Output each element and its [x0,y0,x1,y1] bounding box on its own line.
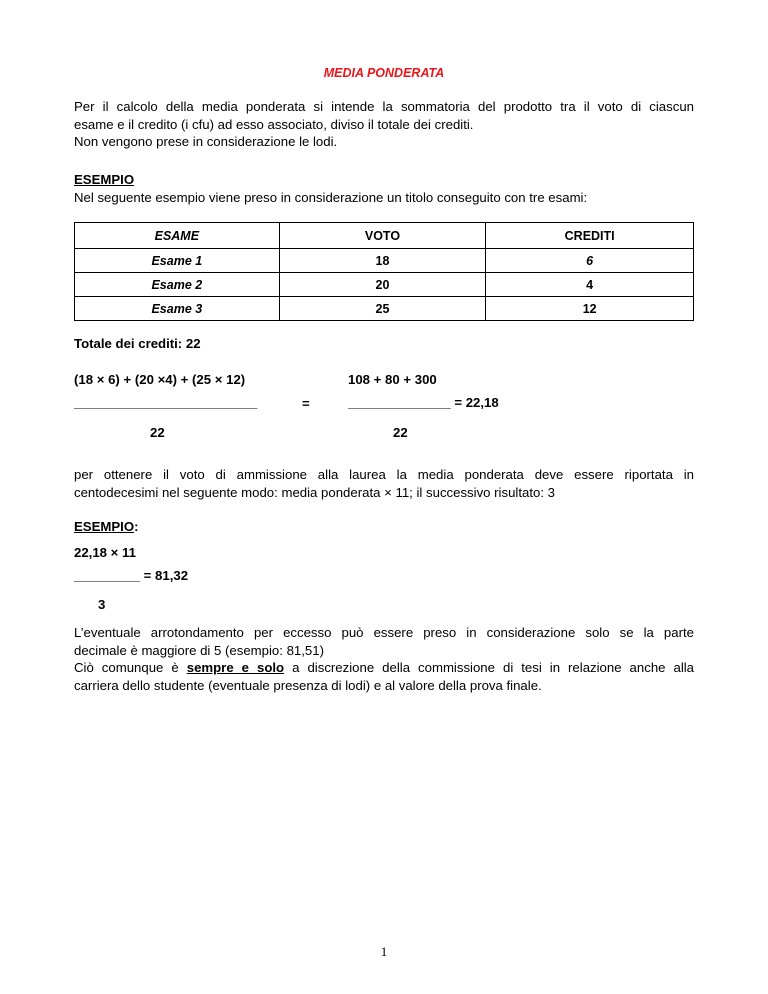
conversion-paragraph [74,466,694,501]
table-row [75,273,694,297]
table-row [75,249,694,273]
example-1-text: Nel seguente esempio viene preso in considerazione un titolo conseguito con tre esami: [74,189,588,205]
rounding-line-3-post: a discrezione della commissione di tesi in relazione anche alla [292,660,695,675]
formula-equals: = [302,396,310,411]
intro-line-2: esame e il credito (i cfu) ad esso associato, diviso il totale dei crediti. [74,116,474,132]
example-2-heading-colon: : [134,519,139,534]
page-number: 1 [380,944,388,959]
formula-denominator-left: 22 [150,425,165,440]
intro-line-3: Non vengono prese in considerazione le lodi. [74,134,338,149]
formula-bar-left: _________________________ [74,395,258,410]
formula-numerator-left: (18 × 6) + (20 ×4) + (25 × 12) [74,372,246,387]
cell-credits: 6 [486,249,694,273]
cell-grade: 18 [279,249,486,273]
rounding-line-2: decimale è maggiore di 5 (esempio: 81,51) [74,642,324,658]
rounding-paragraph [74,624,694,694]
intro-line-1: Per il calcolo della media ponderata si intende la sommatoria del prodotto tra il voto di ciascun [74,99,694,114]
example-2-heading: ESEMPIO [74,519,135,534]
rounding-line-4: carriera dello studente (eventuale presenza di lodi) e al valore della prova finale. [74,677,542,693]
table-header-row [75,223,694,249]
cell-exam: Esame 3 [75,297,280,321]
cell-exam: Esame 1 [75,249,280,273]
example-2-numerator: 22,18 × 11 [74,545,136,560]
rounding-line-1: L’eventuale arrotondamento per eccesso può essere preso in considerazione solo se la parte [74,625,694,640]
header-grade: VOTO [279,223,486,249]
table-row [75,297,694,321]
header-credits: CREDITI [486,223,694,249]
cell-grade: 20 [279,273,486,297]
example-2-bar-result: _________ = 81,32 [74,568,189,583]
formula-numerator-right: 108 + 80 + 300 [348,372,437,387]
cell-credits: 12 [486,297,694,321]
intro-paragraph [74,98,694,151]
formula-bar-right-result: ______________ = 22,18 [348,395,499,410]
document-title: MEDIA PONDERATA [323,66,445,80]
rounding-line-3-pre: Ciò comunque è [74,660,179,675]
example-2-heading-block [74,519,139,534]
cell-credits: 4 [486,273,694,297]
conversion-line-1: per ottenere il voto di ammissione alla laurea la media ponderata deve essere riportata in [74,467,694,482]
example-1-heading: ESEMPIO [74,172,135,187]
grades-table [74,222,694,321]
total-credits: Totale dei crediti: 22 [74,336,201,351]
header-exam: ESAME [75,223,280,249]
example-2-denominator: 3 [98,597,106,612]
example-1-block [74,171,694,206]
cell-grade: 25 [279,297,486,321]
conversion-line-2: centodecesimi nel seguente modo: media ponderata × 11; il successivo risultato: 3 [74,484,556,500]
rounding-emphasis: sempre e solo [186,660,285,675]
cell-exam: Esame 2 [75,273,280,297]
rounding-line-3 [74,659,694,677]
formula-denominator-right: 22 [393,425,408,440]
